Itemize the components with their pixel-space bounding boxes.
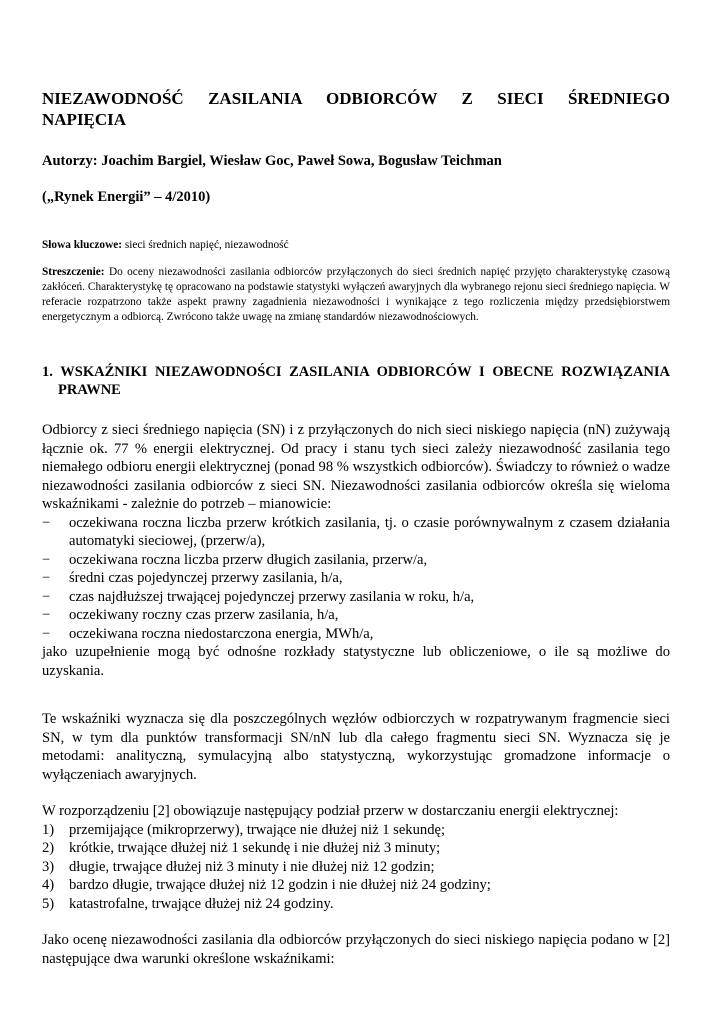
list-item-text: krótkie, trwające dłużej niż 1 sekundę i nie dłużej niż 3 minuty; (69, 840, 441, 856)
paragraph-spacer (42, 784, 670, 802)
list-item (42, 876, 670, 895)
dash-marker: − (42, 625, 51, 642)
abstract-text: Do oceny niezawodności zasilania odbiorców przyłączonych do sieci średnich napięć przyjęto charakterystykę czasową zakłóceń. Charakterystykę tę opracowano na podstawie statystyki wyłączeń awaryjnych dla wybranego rejonu sieci średniego napięcia. W referacie rozpatrzono także aspekt prawny zagadnienia niezawodności i wynikające z tego rozliczenia między przedsiębiorstwem energetycznym a odbiorcą. Zwrócono także uwagę na zmianę standardów niezawodnościowych. (42, 266, 670, 323)
dash-marker: − (42, 570, 51, 586)
keywords-paragraph (42, 238, 670, 253)
list-item (42, 569, 670, 588)
list-item-text: katastrofalne, trwające dłużej niż 24 godziny. (69, 895, 334, 912)
list-item-text: długie, trwające dłużej niż 3 minuty i nie dłużej niż 12 godzin; (69, 858, 435, 875)
paragraph-spacer (42, 913, 670, 931)
list-item-text: oczekiwany roczny czas przerw zasilania, h/a, (69, 607, 339, 623)
dash-marker: − (42, 514, 51, 531)
abstract-label: Streszczenie: (42, 266, 105, 278)
section-1-paragraph-4: Jako ocenę niezawodności zasilania dla odbiorców przyłączonych do sieci niskiego napięcia podano w [2] następujące dwa warunki określone wskaźnikami: (42, 932, 670, 967)
section-1-paragraph-1: Odbiorcy z sieci średniego napięcia (SN) i z przyłączonych do nich sieci niskiego napięcia (nN) zużywają łącznie ok. 77 % energii elektrycznej. Od pracy i stanu tych sieci zależy niezawodność zasilania tego niemałego odbioru energii elektrycznej (ponad 98 % wszystkich odbiorców). Świadczy to również o wadze niezawodności zasilania odbiorców z sieci SN. Niezawodności zasilania odbiorców określa się wieloma wskaźnikami - zależnie do potrzeb – mianowicie: (42, 422, 670, 512)
list-item-text: oczekiwana roczna liczba przerw krótkich zasilania, tj. o czasie porównywalnym z czasem działania automatyki sieciowej, (przerw/a), (69, 514, 670, 549)
interruptions-list (42, 821, 670, 914)
list-item-text: bardzo długie, trwające dłużej niż 12 godzin i nie dłużej niż 24 godziny; (69, 877, 491, 893)
list-item (42, 514, 670, 551)
document-title-line2: NAPIĘCIA (42, 110, 127, 129)
list-item-text: czas najdłuższej trwającej pojedynczej przerwy zasilania w roku, h/a, (69, 588, 475, 605)
list-item-number: 5) (42, 895, 55, 912)
list-item (42, 839, 670, 858)
list-item-number: 2) (42, 840, 55, 856)
list-item (42, 588, 670, 607)
section-1-heading: 1. WSKAŹNIKI NIEZAWODNOŚCI ZASILANIA ODBIORCÓW I OBECNE ROZWIĄZANIA PRAWNE (42, 364, 670, 398)
dash-marker: − (42, 588, 51, 605)
indicators-list (42, 514, 670, 644)
section-1-paragraph-2: Te wskaźniki wyznacza się dla poszczególnych węzłów odbiorczych w rozpatrywanym fragmencie sieci SN, w tym dla punktów transformacji SN/nN lub dla całego fragmentu sieci SN. Wyznacza się je metodami: analityczną, symulacyjną albo statystyczną, wykorzystując gromadzone informacje o wyłączeniach awaryjnych. (42, 711, 670, 783)
list-item (42, 606, 670, 625)
list-item (42, 551, 670, 570)
list-item-number: 1) (42, 821, 55, 838)
keywords-label: Słowa kluczowe: (42, 239, 123, 251)
authors-line: Autorzy: Joachim Bargiel, Wiesław Goc, Paweł Sowa, Bogusław Teichman (42, 153, 502, 169)
list-item (42, 625, 670, 644)
list-item (42, 895, 670, 914)
list-item (42, 821, 670, 840)
abstract-paragraph (42, 265, 670, 325)
section-1-paragraph-1-end: jako uzupełnienie mogą być odnośne rozkłady statystyczne lub obliczeniowe, o ile są możliwe do uzyskania. (42, 644, 670, 679)
dash-marker: − (42, 607, 51, 623)
list-item-text: średni czas pojedynczej przerwy zasilania, h/a, (69, 570, 343, 586)
dash-marker: − (42, 551, 51, 568)
list-item (42, 858, 670, 877)
source-citation: („Rynek Energii” – 4/2010) (42, 189, 211, 205)
list-item-number: 4) (42, 877, 55, 893)
section-1-paragraph-3: W rozporządzeniu [2] obowiązuje następujący podział przerw w dostarczaniu energii elektrycznej: (42, 803, 619, 819)
list-item-text: oczekiwana roczna niedostarczona energia, MWh/a, (69, 625, 374, 642)
list-item-number: 3) (42, 858, 55, 875)
keywords-text: sieci średnich napięć, niezawodność (122, 239, 289, 251)
paragraph-spacer (42, 680, 670, 710)
list-item-text: oczekiwana roczna liczba przerw długich zasilania, przerw/a, (69, 551, 428, 568)
list-item-text: przemijające (mikroprzerwy), trwające nie dłużej niż 1 sekundę; (69, 821, 446, 838)
document-title-line1: NIEZAWODNOŚĆ ZASILANIA ODBIORCÓW Z SIECI ŚREDNIEGO (42, 89, 670, 108)
